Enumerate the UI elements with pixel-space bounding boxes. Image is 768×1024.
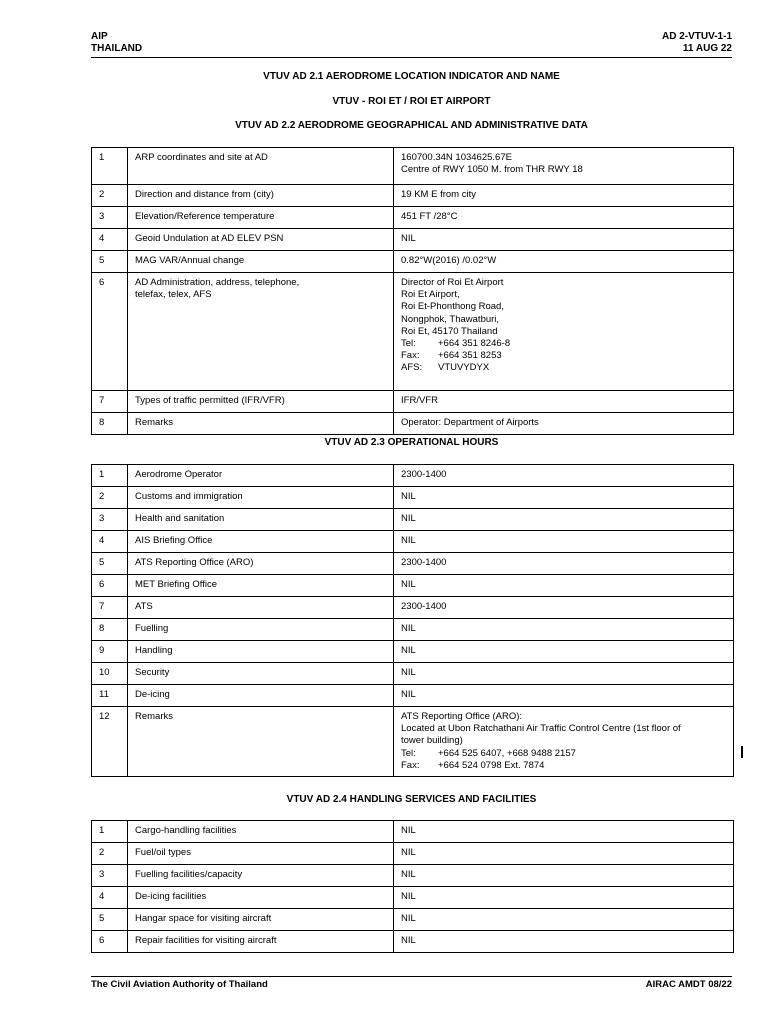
header-left	[91, 31, 142, 55]
title-aerodrome-name: VTUV - ROI ET / ROI ET AIRPORT	[332, 96, 491, 107]
row-number: 6	[92, 273, 128, 391]
row-number: 7	[92, 597, 128, 619]
row-item: AIS Briefing Office	[128, 531, 394, 553]
table-row	[92, 887, 734, 909]
value-line: Roi Et, 45170 Thailand	[401, 325, 498, 337]
table-row	[92, 413, 734, 435]
value-line: Centre of RWY 1050 M. from THR RWY 18	[401, 164, 583, 176]
item-line: telefax, telex, AFS	[135, 289, 212, 301]
value-line: Roi Et-Phonthong Road,	[401, 301, 504, 313]
row-item: Repair facilities for visiting aircraft	[128, 931, 394, 953]
row-value	[394, 207, 734, 229]
row-value: NIL	[394, 909, 734, 931]
row-value: NIL	[394, 865, 734, 887]
row-number: 1	[92, 148, 128, 185]
contact-label: Fax:	[401, 759, 420, 771]
row-value	[394, 391, 734, 413]
contact-line	[401, 350, 726, 362]
row-item: De-icing	[128, 685, 394, 707]
header-right	[662, 31, 732, 55]
row-value: NIL	[394, 575, 734, 597]
row-value: NIL	[394, 887, 734, 909]
row-number: 8	[92, 619, 128, 641]
row-number: 10	[92, 663, 128, 685]
row-value: NIL	[394, 931, 734, 953]
title-ad23: VTUV AD 2.3 OPERATIONAL HOURS	[324, 437, 499, 448]
row-item: Customs and immigration	[128, 487, 394, 509]
table-row	[92, 821, 734, 843]
contact-value: +664 351 8246-8	[438, 338, 511, 350]
value-line: Director of Roi Et Airport	[401, 277, 504, 288]
row-value	[394, 185, 734, 207]
row-item: Handling	[128, 641, 394, 663]
value-line: IFR/VFR	[401, 395, 438, 406]
table-ad24	[91, 820, 734, 953]
title-ad22: VTUV AD 2.2 AERODROME GEOGRAPHICAL AND ADMINISTRATIVE DATA	[235, 120, 588, 131]
value-line: tower building)	[401, 735, 463, 747]
table-row	[92, 597, 734, 619]
row-item: ATS Reporting Office (ARO)	[128, 553, 394, 575]
row-item: Remarks	[128, 707, 394, 777]
contact-label: AFS:	[401, 362, 423, 374]
row-value: NIL	[394, 619, 734, 641]
row-value	[394, 413, 734, 435]
row-item: Security	[128, 663, 394, 685]
row-number: 7	[92, 391, 128, 413]
table-row	[92, 931, 734, 953]
row-value	[394, 148, 734, 185]
row-item: Fuel/oil types	[128, 843, 394, 865]
row-value: 2300-1400	[394, 465, 734, 487]
row-number: 11	[92, 685, 128, 707]
row-number: 9	[92, 641, 128, 663]
row-value: NIL	[394, 821, 734, 843]
row-number: 8	[92, 413, 128, 435]
contact-value: +664 525 6407, +668 9488 2157	[438, 747, 576, 759]
row-number: 3	[92, 207, 128, 229]
contact-value: +664 351 8253	[438, 350, 502, 362]
row-number: 6	[92, 931, 128, 953]
table-row	[92, 509, 734, 531]
row-item: Fuelling	[128, 619, 394, 641]
table-row	[92, 229, 734, 251]
table-row	[92, 865, 734, 887]
row-value: NIL	[394, 487, 734, 509]
contact-line	[401, 748, 726, 760]
value-line: NIL	[401, 233, 416, 244]
row-number: 3	[92, 509, 128, 531]
contact-value: +664 524 0798 Ext. 7874	[438, 759, 545, 771]
table-row	[92, 251, 734, 273]
row-number: 6	[92, 575, 128, 597]
contact-line	[401, 760, 726, 772]
header-aip: AIP	[91, 31, 108, 42]
item-line: AD Administration, address, telephone,	[135, 277, 300, 288]
table-row-remarks	[92, 707, 734, 777]
row-item: Direction and distance from (city)	[128, 185, 394, 207]
row-item: ATS	[128, 597, 394, 619]
row-value: NIL	[394, 641, 734, 663]
table-row	[92, 391, 734, 413]
row-item: Types of traffic permitted (IFR/VFR)	[128, 391, 394, 413]
title-ad21: VTUV AD 2.1 AERODROME LOCATION INDICATOR AND NAME	[263, 71, 560, 82]
row-item: MAG VAR/Annual change	[128, 251, 394, 273]
row-number: 12	[92, 707, 128, 777]
row-value: NIL	[394, 685, 734, 707]
value-line: 0.82°W(2016) /0.02°W	[401, 255, 497, 266]
table-row	[92, 663, 734, 685]
row-item: Health and sanitation	[128, 509, 394, 531]
table-row	[92, 641, 734, 663]
contact-label: Fax:	[401, 350, 420, 362]
table-row	[92, 685, 734, 707]
table-row	[92, 487, 734, 509]
row-value	[394, 251, 734, 273]
row-item: Fuelling facilities/capacity	[128, 865, 394, 887]
table-row	[92, 207, 734, 229]
row-number: 2	[92, 843, 128, 865]
row-value	[394, 273, 734, 391]
table-row	[92, 273, 734, 391]
contact-line	[401, 338, 726, 350]
row-value: NIL	[394, 663, 734, 685]
header-date: 11 AUG 22	[682, 43, 732, 54]
row-value: 2300-1400	[394, 553, 734, 575]
row-number: 5	[92, 553, 128, 575]
table-row	[92, 619, 734, 641]
footer-rule	[91, 976, 732, 977]
table-row	[92, 531, 734, 553]
row-item	[128, 273, 394, 391]
value-line: Operator: Department of Airports	[401, 417, 539, 428]
row-number: 5	[92, 909, 128, 931]
footer-amendment: AIRAC AMDT 08/22	[645, 979, 732, 990]
value-line: Nongphok, Thawatburi,	[401, 313, 500, 325]
header-page-id: AD 2-VTUV-1-1	[661, 31, 732, 42]
value-line: Roi Et Airport,	[401, 289, 460, 301]
title-ad24: VTUV AD 2.4 HANDLING SERVICES AND FACILITIES	[286, 794, 537, 805]
table-row	[92, 185, 734, 207]
row-value: NIL	[394, 531, 734, 553]
row-value	[394, 707, 734, 777]
row-number: 5	[92, 251, 128, 273]
row-number: 1	[92, 465, 128, 487]
row-item: Remarks	[128, 413, 394, 435]
value-line: 19 KM E from city	[401, 189, 476, 200]
row-item: De-icing facilities	[128, 887, 394, 909]
table-row	[92, 575, 734, 597]
change-bar	[741, 746, 743, 758]
row-item: MET Briefing Office	[128, 575, 394, 597]
row-number: 4	[92, 229, 128, 251]
contact-line	[401, 362, 726, 374]
contact-label: Tel:	[401, 338, 416, 350]
row-value: NIL	[394, 509, 734, 531]
row-number: 1	[92, 821, 128, 843]
value-line: 160700.34N 1034625.67E	[401, 152, 512, 163]
table-row	[92, 465, 734, 487]
table-ad22	[91, 147, 734, 435]
value-line: Located at Ubon Ratchathani Air Traffic Control Centre (1st floor of	[401, 723, 681, 735]
table-row	[92, 553, 734, 575]
row-value	[394, 229, 734, 251]
row-item: ARP coordinates and site at AD	[128, 148, 394, 185]
footer-authority: The Civil Aviation Authority of Thailand	[91, 979, 268, 990]
table-row	[92, 909, 734, 931]
row-item: Hangar space for visiting aircraft	[128, 909, 394, 931]
table-row	[92, 148, 734, 185]
row-number: 4	[92, 887, 128, 909]
row-item: Geoid Undulation at AD ELEV PSN	[128, 229, 394, 251]
value-line: ATS Reporting Office (ARO):	[401, 711, 523, 722]
contact-label: Tel:	[401, 747, 416, 759]
row-item: Elevation/Reference temperature	[128, 207, 394, 229]
row-number: 2	[92, 487, 128, 509]
row-value: NIL	[394, 843, 734, 865]
contact-value: VTUVYDYX	[438, 362, 490, 374]
row-item: Cargo-handling facilities	[128, 821, 394, 843]
row-value: 2300-1400	[394, 597, 734, 619]
table-row	[92, 843, 734, 865]
value-line: 451 FT /28°C	[401, 211, 458, 222]
row-number: 4	[92, 531, 128, 553]
header-country: THAILAND	[91, 43, 143, 54]
row-number: 3	[92, 865, 128, 887]
row-item: Aerodrome Operator	[128, 465, 394, 487]
header-rule	[91, 57, 732, 58]
row-number: 2	[92, 185, 128, 207]
table-ad23	[91, 464, 734, 777]
